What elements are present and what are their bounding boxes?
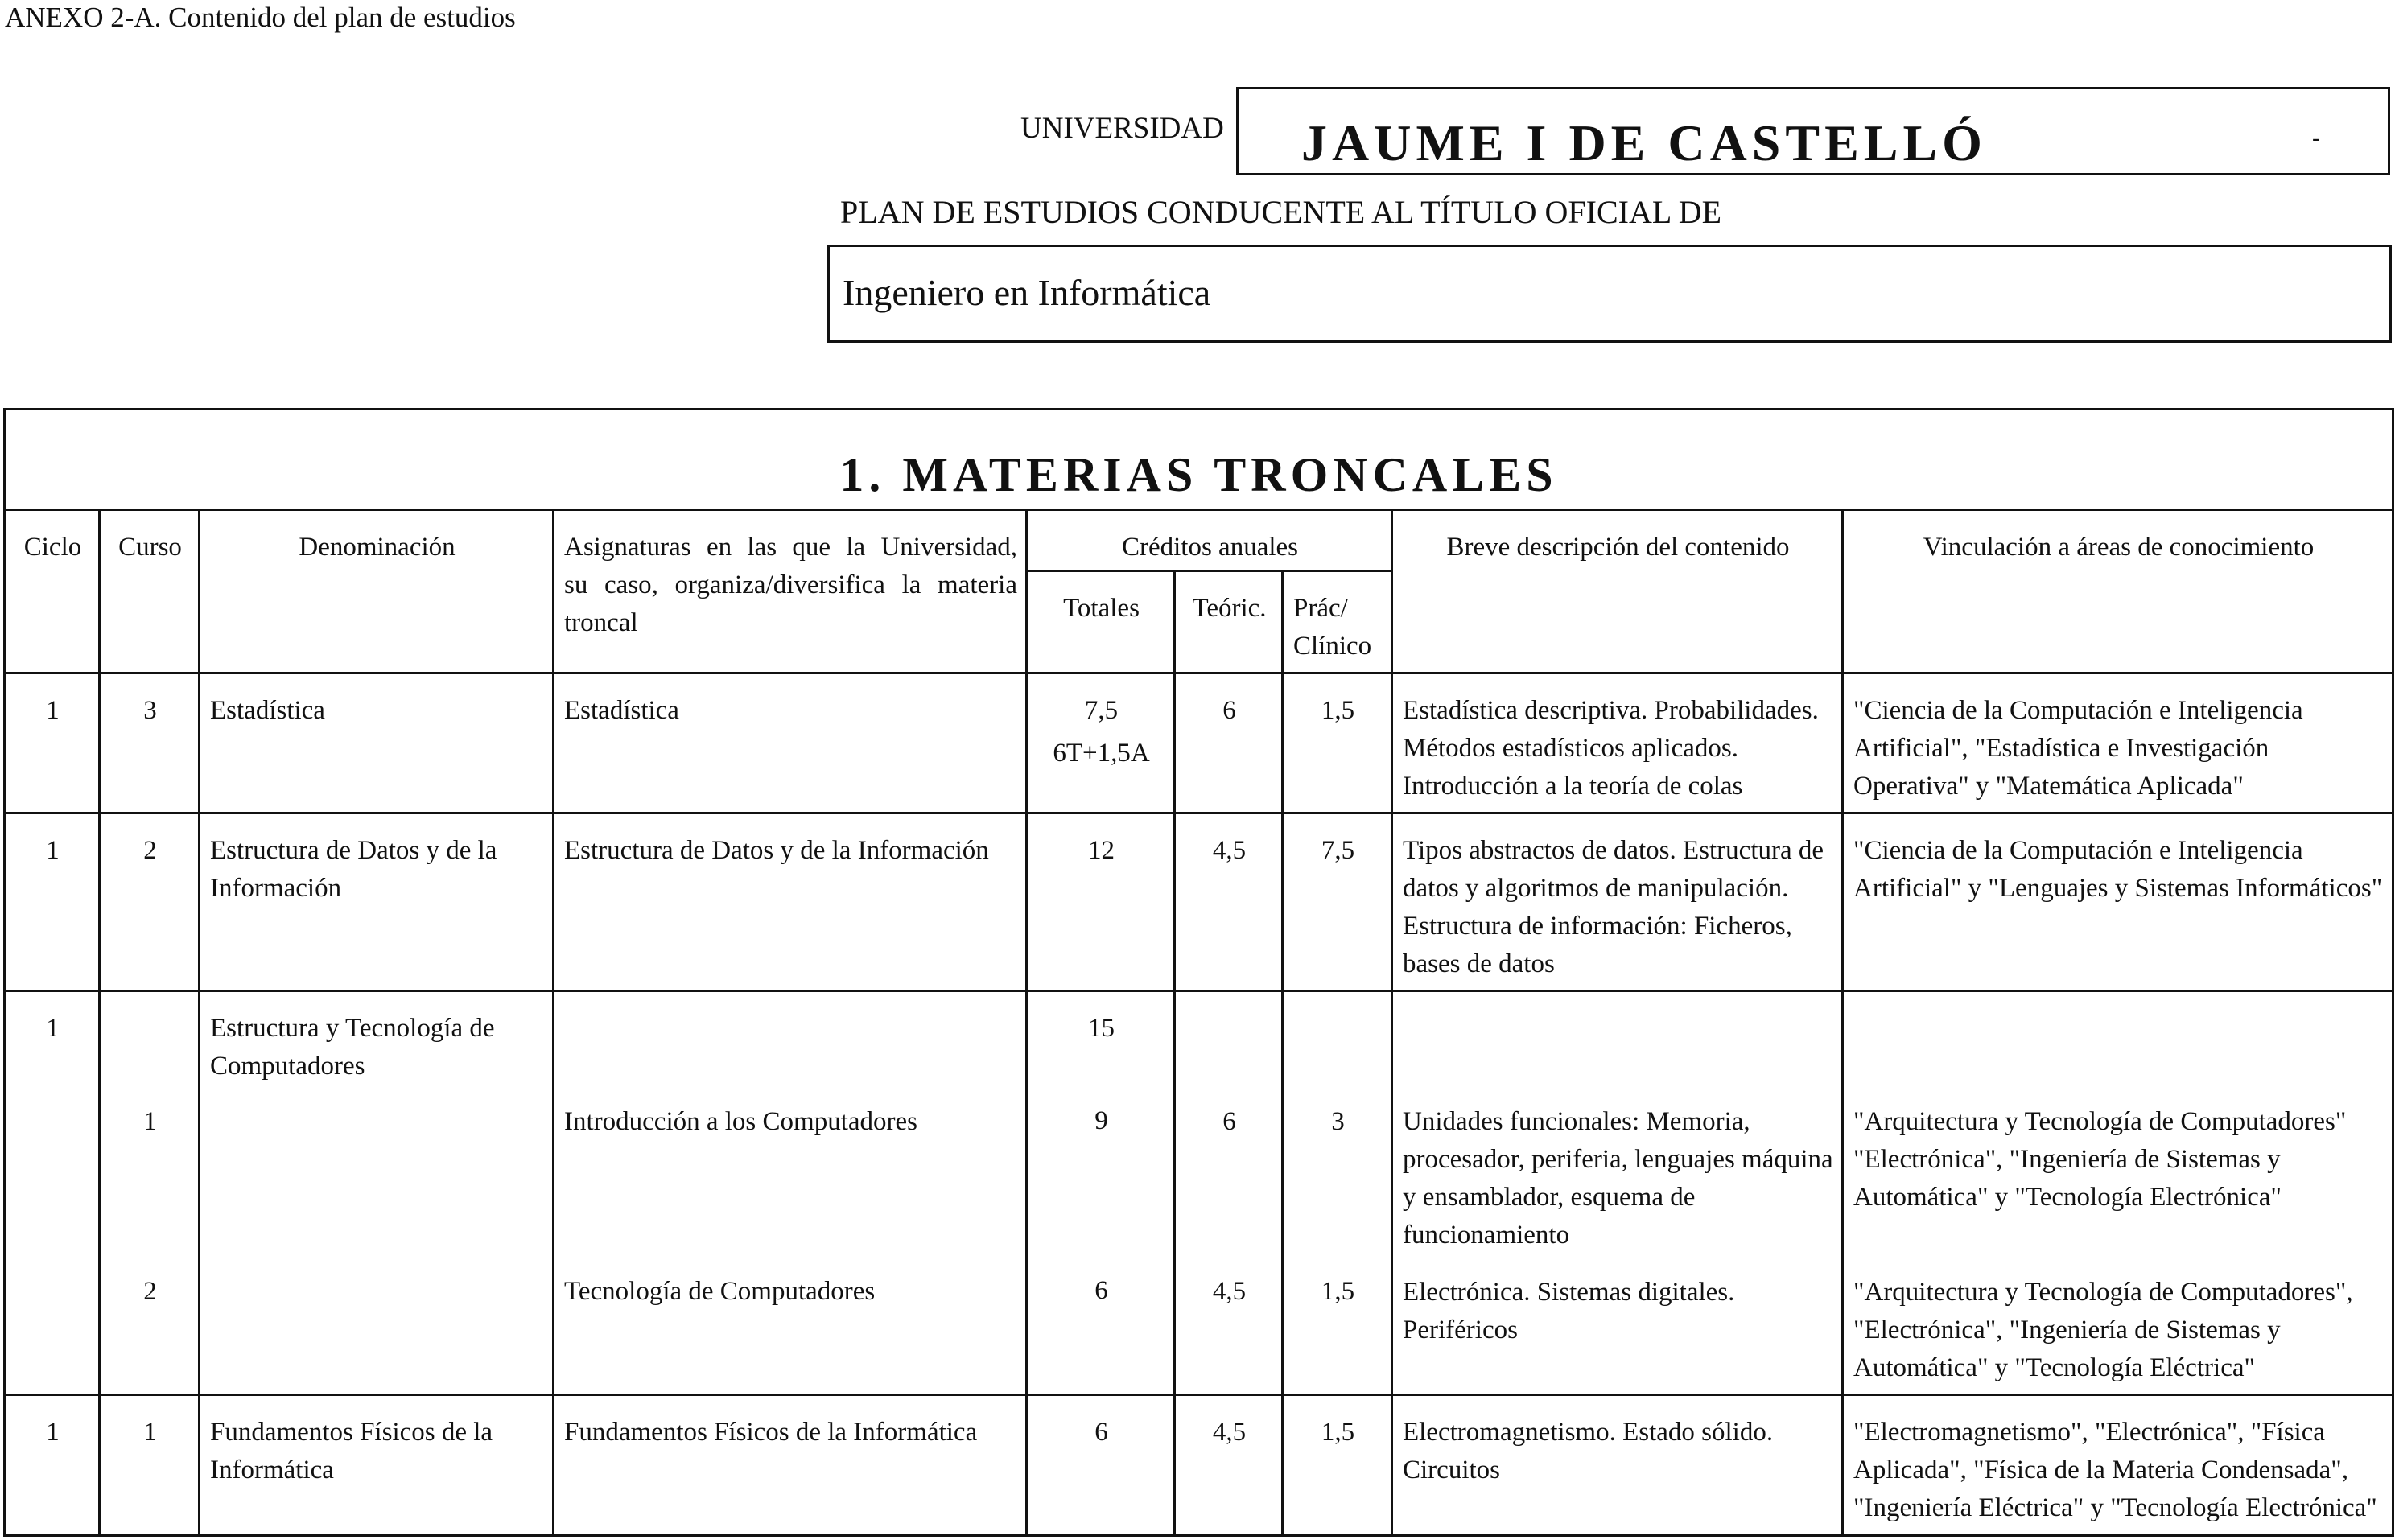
university-label: UNIVERSIDAD <box>1020 112 1224 145</box>
totales-value: 15 <box>1088 1014 1115 1044</box>
cell-totales: 6 <box>1027 1395 1175 1536</box>
degree-title: Ingeniero en Informática <box>843 272 1211 313</box>
sub-teoric: 6 <box>1222 1107 1236 1137</box>
col-prac-line2: Clínico <box>1293 632 1372 661</box>
col-creditos: Créditos anuales <box>1027 510 1392 571</box>
cell-descripcion <box>1392 991 1843 1395</box>
table-title-text: 1. MATERIAS TRONCALES <box>839 448 1558 501</box>
header-row <box>5 510 2393 571</box>
sub-descripcion: Unidades funcionales: Memoria, procesador, periferia, lenguajes máquina y ensamblador, esquema de funcionamiento <box>1403 1107 1833 1250</box>
cell-totales <box>1027 991 1175 1395</box>
table-row <box>5 991 2393 1395</box>
col-denominacion: Denominación <box>200 510 554 673</box>
materias-table <box>3 408 2394 1537</box>
cell-vinculacion <box>1843 991 2393 1395</box>
degree-box <box>827 245 2392 343</box>
col-totales: Totales <box>1027 571 1175 673</box>
sub-prac: 1,5 <box>1321 1277 1355 1307</box>
cell-ciclo: 1 <box>5 673 100 813</box>
table-row <box>5 1395 2393 1536</box>
col-ciclo: Ciclo <box>5 510 100 673</box>
cell-vinculacion: "Electromagnetismo", "Electrónica", "Física Aplicada", "Física de la Materia Condensada", "Ingeniería Eléctrica" y "Tecnología Electrónica" <box>1843 1395 2393 1536</box>
sub-totales: 9 <box>1094 1106 1108 1136</box>
table-title <box>5 410 2393 510</box>
cell-descripcion: Electromagnetismo. Estado sólido. Circuitos <box>1392 1395 1843 1536</box>
totales-value: 7,5 <box>1084 696 1119 726</box>
sub-descripcion: Electrónica. Sistemas digitales. Periféricos <box>1403 1278 1735 1345</box>
cell-prac: 7,5 <box>1283 813 1392 991</box>
cell-denominacion: Fundamentos Físicos de la Informática <box>200 1395 554 1536</box>
col-vinculacion: Vinculación a áreas de conocimiento <box>1843 510 2393 673</box>
cell-teoric: 4,5 <box>1175 813 1283 991</box>
sub-vinculacion: "Arquitectura y Tecnología de Computadores", "Electrónica", "Ingeniería de Sistemas y Automática" y "Tecnología Eléctrica" <box>1853 1278 2353 1383</box>
sub-prac: 3 <box>1331 1107 1345 1137</box>
university-box <box>1236 87 2390 175</box>
university-mark: - <box>2312 125 2320 151</box>
cell-prac: 1,5 <box>1283 1395 1392 1536</box>
cell-curso: 3 <box>100 673 200 813</box>
cell-denominacion: Estructura de Datos y de la Información <box>200 813 554 991</box>
cell-teoric <box>1175 991 1283 1395</box>
col-asignaturas-line2: su caso, organiza/diversifica la materia <box>564 570 1017 599</box>
col-teoric: Teóric. <box>1175 571 1283 673</box>
cell-asignatura: Estructura de Datos y de la Información <box>554 813 1027 991</box>
cell-asignatura: Fundamentos Físicos de la Informática <box>554 1395 1027 1536</box>
col-asignaturas <box>554 510 1027 673</box>
cell-curso: 1 <box>100 1395 200 1536</box>
plan-label: PLAN DE ESTUDIOS CONDUCENTE AL TÍTULO OFICIAL DE <box>840 194 1722 230</box>
sub-totales: 6 <box>1094 1276 1108 1306</box>
cell-vinculacion: "Ciencia de la Computación e Inteligencia Artificial", "Estadística e Investigación Operativa" y "Matemática Aplicada" <box>1843 673 2393 813</box>
cell-prac <box>1283 991 1392 1395</box>
col-prac-line1: Prác/ <box>1293 594 1348 623</box>
cell-totales: 12 <box>1027 813 1175 991</box>
cell-denominacion: Estructura y Tecnología de Computadores <box>200 991 554 1395</box>
cell-teoric: 4,5 <box>1175 1395 1283 1536</box>
cell-ciclo: 1 <box>5 991 100 1395</box>
cell-vinculacion: "Ciencia de la Computación e Inteligencia Artificial" y "Lenguajes y Sistemas Informáticos" <box>1843 813 2393 991</box>
table-row <box>5 673 2393 813</box>
cell-teoric: 6 <box>1175 673 1283 813</box>
totales-breakdown: 6T+1,5A <box>1053 739 1150 768</box>
cell-ciclo: 1 <box>5 813 100 991</box>
sub-teoric: 4,5 <box>1212 1277 1247 1307</box>
annex-title: ANEXO 2-A. Contenido del plan de estudios <box>5 2 516 33</box>
cell-denominacion: Estadística <box>200 673 554 813</box>
col-descripcion: Breve descripción del contenido <box>1392 510 1843 673</box>
university-name: JAUME I DE CASTELLÓ <box>1301 114 1987 171</box>
cell-asignatura <box>554 991 1027 1395</box>
cell-asignatura: Estadística <box>554 673 1027 813</box>
cell-descripcion: Estadística descriptiva. Probabilidades. Métodos estadísticos aplicados. Introducción a la teoría de colas <box>1392 673 1843 813</box>
col-prac <box>1283 571 1392 673</box>
table-row <box>5 813 2393 991</box>
col-curso: Curso <box>100 510 200 673</box>
sub-asignatura: Introducción a los Computadores <box>564 1107 917 1137</box>
cell-ciclo: 1 <box>5 1395 100 1536</box>
cell-descripcion: Tipos abstractos de datos. Estructura de datos y algoritmos de manipulación. Estructura de información: Ficheros, bases de datos <box>1392 813 1843 991</box>
col-asignaturas-line1: Asignaturas en las que la Universidad, <box>564 533 1017 562</box>
cell-curso: 2 <box>100 813 200 991</box>
col-asignaturas-line3: troncal <box>564 608 638 637</box>
sub-vinculacion: "Arquitectura y Tecnología de Computadores" "Electrónica", "Ingeniería de Sistemas y Automática" y "Tecnología Electrónica" <box>1853 1107 2347 1213</box>
cell-prac: 1,5 <box>1283 673 1392 813</box>
sub-curso: 1 <box>143 1107 157 1137</box>
sub-curso: 2 <box>143 1277 157 1307</box>
cell-totales <box>1027 673 1175 813</box>
sub-asignatura: Tecnología de Computadores <box>564 1277 876 1307</box>
cell-curso <box>100 991 200 1395</box>
